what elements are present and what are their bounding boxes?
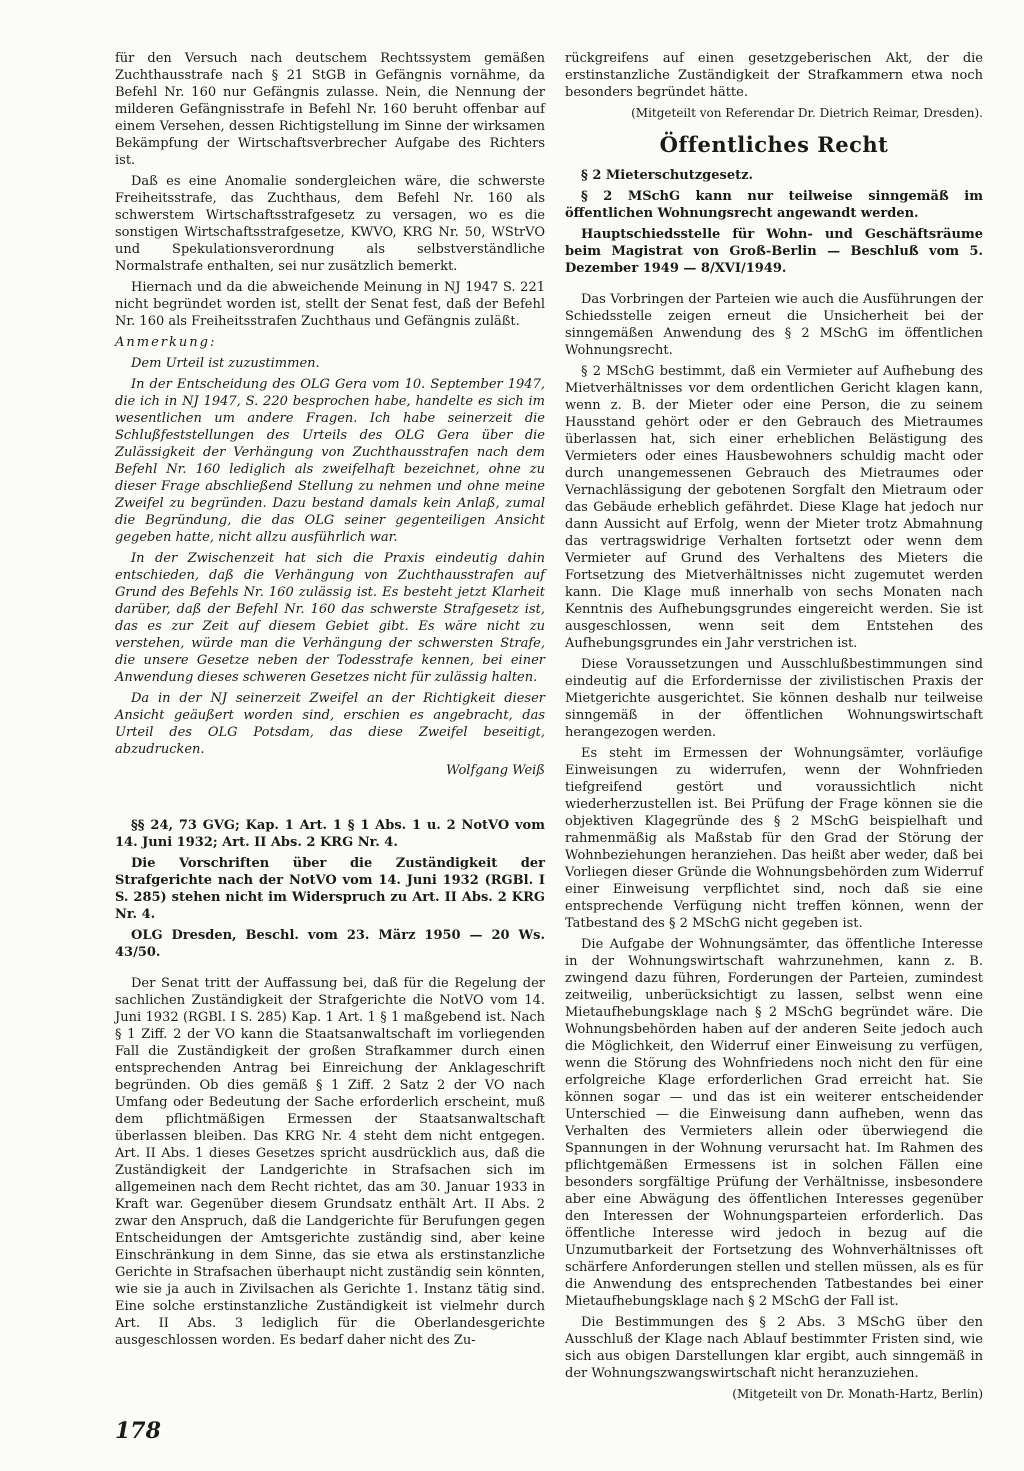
spacer — [115, 965, 545, 975]
case-body: Der Senat tritt der Auffassung bei, daß für die Regelung der sachlichen Zuständigkeit der Strafgerichte die NotVO vom 14. Juni 1932 (RGBl. I S. 285) Kap. 1 Art. 1 § 1 maßgebend ist. Nach § 1 Ziff. 2 der VO kann die Staatsanwaltschaft im vorliegenden Fall die Zuständigkeit der großen Strafkammer durch einen entsprechenden Antrag bei Einreichung der Anklageschrift begründen. Ob dies gemäß § 1 Ziff. 2 Satz 2 der VO nach Umfang oder Bedeutung der Sache erforderlich erscheint, muß dem pflichtmäßigen Ermessen der Staatsanwaltschaft überlassen bleiben. Das KRG Nr. 4 steht dem nicht entgegen. Art. II Abs. 1 dieses Gesetzes spricht ausdrücklich aus, daß die Zuständigkeit der Landgerichte in Strafsachen sich im allgemeinen nach dem Recht richtet, das am 30. Januar 1933 in Kraft war. Gegenüber diesem Grundsatz enthält Art. II Abs. 2 zwar den Anspruch, daß die Landgerichte für Berufungen gegen Entscheidungen der Amtsgerichte zuständig sind, aber keine Einschränkung in dem Sinne, das sie etwa als erstinstanzliche Gerichte in Strafsachen überhaupt nicht zuständig sein könnten, wie sie ja auch in Zivilsachen als Gerichte 1. Instanz tätig sind. Eine solche erstinstanzliche Zuständigkeit ist vielmehr durch Art. II Abs. 3 lediglich für die Oberlandesgerichte ausgeschlossen worden. Es bedarf daher nicht des Zu- — [115, 976, 545, 1348]
paragraph: § 2 MSchG bestimmt, daß ein Vermieter auf Aufhebung des Mietverhältnisses vor dem ordentlichen Gericht klagen kann, wenn z. B. der Mieter oder eine Person, die zu seinem Hausstand gehört oder er den Gebrauch des Mietraumes überlassen hat, sich einer erheblichen Belästigung des Vermieters oder eines Hausbewohners schuldig macht oder durch unangemessenen Gebrauch des Mietraumes oder Vernachlässigung der gebotenen Sorgfalt den Mietraum oder das Gebäude erheblich gefährdet. Diese Klage hat jedoch nur dann Aussicht auf Erfolg, wenn der Mieter trotz Abmahnung das vertragswidrige Verhalten fortsetzt oder wenn dem Vermieter auf Grund des Verhaltens des Mieters die Fortsetzung des Mietverhältnisses nicht zugemutet werden kann. Die Klage muß innerhalb von sechs Monaten nach Kenntnis des Aufhebungsgrundes eingereicht werden. Sie ist ausgeschlossen, wenn seit dem Entstehen des Aufhebungsgrundes ein Jahr verstrichen ist. — [565, 364, 983, 651]
paragraph: Hiernach und da die abweichende Meinung in NJ 1947 S. 221 nicht begründet worden ist, stellt der Senat fest, daß der Befehl Nr. 160 als Freiheitsstrafen Zuchthaus und Gefängnis zuläßt. — [115, 280, 545, 329]
left-column — [115, 50, 545, 1353]
spacer — [565, 281, 983, 291]
paragraph: für den Versuch nach deutschem Rechtssystem gemäßen Zuchthausstrafe nach § 21 StGB in Gefängnis vornähme, da Befehl Nr. 160 nur Gefängnis zulasse. Nein, die Nennung der milderen Gefängnisstrafe in Befehl Nr. 160 beruht offenbar auf einem Versehen, dessen Richtigstellung im Sinne der wirksamen Bekämpfung der Wirtschaftsverbrecher Aufgabe des Richters ist. — [115, 51, 545, 168]
case-headnote: Die Vorschriften über die Zuständigkeit der Strafgerichte nach der NotVO vom 14. Juni 1932 (RGBl. I S. 285) stehen nicht im Widerspruch zu Art. II Abs. 2 KRG Nr. 4. — [115, 856, 545, 922]
paragraph: rückgreifens auf einen gesetzgeberischen Akt, der die erstinstanzliche Zuständigkeit der Strafkammern etwa noch besonders begründet hätte. — [565, 51, 983, 100]
section-title: Öffentliches Recht — [659, 132, 889, 157]
paragraph: Daß es eine Anomalie sondergleichen wäre, die schwerste Freiheitsstrafe, das Zuchthaus, dem Befehl Nr. 160 als schwerstem Wirtschaftsstrafgesetz zu versagen, wo es die sonstigen Wirtschaftsstrafgesetze, KWVO, KRG Nr. 50, WStrVO und Spekulationsverordnung als selbstverständliche Normalstrafe enthalten, sei nur zusätzlich bemerkt. — [115, 174, 545, 274]
case-statutes: § 2 Mieterschutzgesetz. — [581, 168, 754, 183]
paragraph: Es steht im Ermessen der Wohnungsämter, vorläufige Einweisungen zu widerrufen, wenn der Wohnfrieden tiefgreifend gestört und voraussichtlich nicht wiederherzustellen ist. Bei Prüfung der Frage können sie die objektiven Klagegründe des § 2 MSchG beispielhaft und rahmenmäßig als Maßstab für den Grad der Störung der Wohnbeziehungen heranziehen. Das heißt aber weder, daß bei Vorliegen dieser Gründe die Wohnungsbehörden zum Widerruf einer Einweisung verpflichtet sind, noch daß sie eine entsprechende Verfügung nicht treffen können, wenn der Tatbestand des § 2 MSchG nicht gegeben ist. — [565, 746, 983, 931]
page-number: 178 — [115, 1418, 161, 1444]
paragraph: Die Bestimmungen des § 2 Abs. 3 MSchG über den Ausschluß der Klage nach Ablauf bestimmter Fristen sind, wie sich aus obigen Darstellungen klar ergibt, auch sinngemäß in der Wohnungszwangswirtschaft nicht heranzuziehen. — [565, 1315, 983, 1381]
paragraph: Das Vorbringen der Parteien wie auch die Ausführungen der Schiedsstelle zeigen erneut die Unsicherheit bei der sinngemäßen Anwendung des § 2 MSchG im öffentlichen Wohnungsrecht. — [565, 292, 983, 358]
case-headnote: § 2 MSchG kann nur teilweise sinngemäß im öffentlichen Wohnungsrecht angewandt werden. — [565, 189, 983, 221]
author-signature: Wolfgang Weiß — [445, 763, 545, 778]
annotation-paragraph: In der Entscheidung des OLG Gera vom 10. September 1947, die ich in NJ 1947, S. 220 besprochen habe, handelte es sich im wesentlichen um andere Fragen. Ich habe seinerzeit die Schlußfeststellungen des Urteils des OLG Gera über die Zulässigkeit der Verhängung von Zuchthausstrafen nach dem Befehl Nr. 160 lediglich als zweifelhaft bezeichnet, ohne zu dieser Frage abschließend Stellung zu nehmen und ohne meine Zweifel zu begründen. Dazu bestand damals kein Anlaß, zumal die Begründung, die das OLG seiner gegenteiligen Ansicht gegeben hatte, nicht allzu ausführlich war. — [115, 377, 545, 545]
annotation-paragraph: Da in der NJ seinerzeit Zweifel an der Richtigkeit dieser Ansicht geäußert worden sind, erschien es angebracht, das Urteil des OLG Potsdam, das diese Zweifel beseitigt, abzudrucken. — [115, 691, 545, 757]
spacer — [115, 783, 545, 817]
paragraph: Die Aufgabe der Wohnungsämter, das öffentliche Interesse in der Wohnungswirtschaft wahrzunehmen, kann z. B. zwingend dazu führen, Forderungen der Parteien, zumindest zeitweilig, unberücksichtigt zu lassen, selbst wenn eine Mietaufhebungsklage nach § 2 MSchG begründet wäre. Die Wohnungsbehörden haben auf der anderen Seite jedoch auch die Möglichkeit, den Widerruf einer Einweisung zu verfügen, wenn die Störung des Wohnfriedens noch nicht den für eine erfolgreiche Klage erforderlichen Grad erreicht hat. Sie können sogar — und das ist ein weiterer entscheidender Unterschied — die Einweisung dann aufheben, wenn das Verhalten des Vermieters allein oder überwiegend die Spannungen in der Wohnung verursacht hat. Im Rahmen des pflichtgemäßen Ermessens ist in solchen Fällen eine besonders sorgfältige Prüfung der Verhältnisse, insbesondere aber eine Abwägung des öffentlichen Interesses gegenüber den Interessen der Wohnungsparteien erforderlich. Das öffentliche Interesse wird jedoch in bezug auf die Unzumutbarkeit der Fortsetzung des Wohnverhältnisses oft schärfere Anforderungen stellen und stellen müssen, als es für die Anwendung des entsprechenden Tatbestandes bei einer Mietaufhebungsklage nach § 2 MSchG der Fall ist. — [565, 937, 983, 1309]
case-court: OLG Dresden, Beschl. vom 23. März 1950 — 20 Ws. 43/50. — [115, 928, 545, 960]
annotation-label: Anmerkung: — [115, 335, 217, 350]
paragraph: Diese Voraussetzungen und Ausschlußbestimmungen sind eindeutig auf die Erfordernisse der zivilistischen Praxis der Mietgerichte ausgerichtet. Sie können deshalb nur teilweise sinngemäß in der öffentlichen Wohnungswirtschaft herangezogen werden. — [565, 657, 983, 740]
case-court: Hauptschiedsstelle für Wohn- und Geschäftsräume beim Magistrat von Groß-Berlin — Beschluß vom 5. Dezember 1949 — 8/XVI/1949. — [565, 227, 983, 276]
credit-line: (Mitgeteilt von Dr. Monath-Hartz, Berlin) — [732, 1387, 983, 1401]
annotation-paragraph: Dem Urteil ist zuzustimmen. — [131, 356, 320, 371]
annotation-paragraph: In der Zwischenzeit hat sich die Praxis eindeutig dahin entschieden, daß die Verhängung von Zuchthausstrafen auf Grund des Befehls Nr. 160 zulässig ist. Es besteht jetzt Klarheit darüber, daß der Befehl Nr. 160 das schwerste Strafgesetz ist, das es zur Zeit auf diesem Gebiet gibt. Es wäre nicht zu verstehen, würde man die Verhängung der schwersten Strafe, die unsere Gesetze neben der Todesstrafe kennen, bei einer Anwendung dieses schweren Gesetzes nicht für zulässig halten. — [115, 551, 545, 685]
right-column — [565, 50, 983, 1407]
case-statutes: §§ 24, 73 GVG; Kap. 1 Art. 1 § 1 Abs. 1 u. 2 NotVO vom 14. Juni 1932; Art. II Abs. 2 KRG Nr. 4. — [115, 818, 545, 850]
credit-line: (Mitgeteilt von Referendar Dr. Dietrich Reimar, Dresden). — [631, 106, 983, 120]
